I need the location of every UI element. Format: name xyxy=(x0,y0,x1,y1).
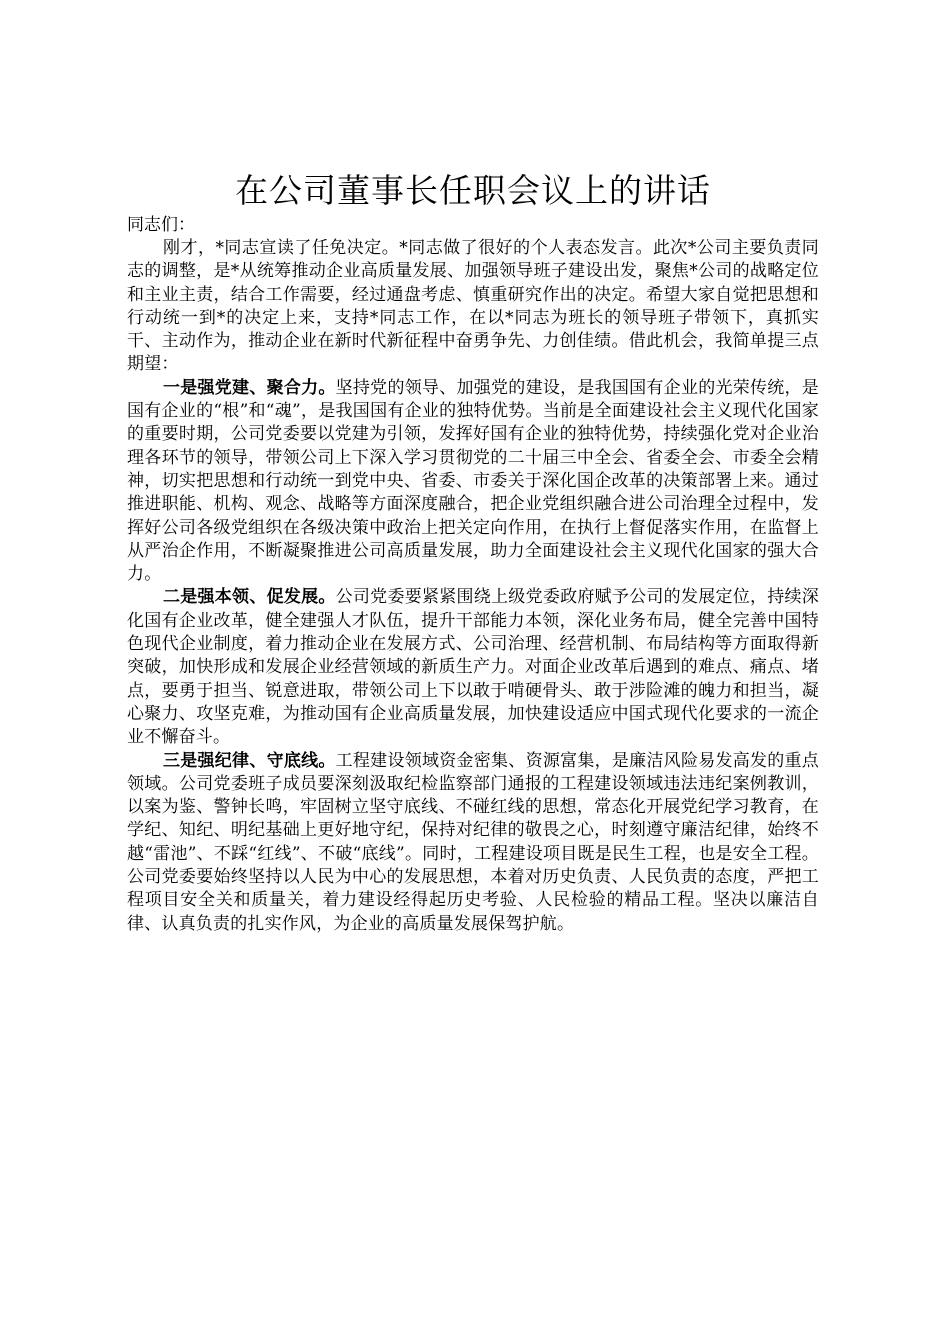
point-heading-3: 三是强纪律、守底线。 xyxy=(163,750,336,771)
point-heading-2: 二是强本领、促发展。 xyxy=(163,587,336,608)
point-body-2: 公司党委要紧紧围绕上级党委政府赋予公司的发展定位，持续深化国有企业改革，健全建强人才队伍，提升干部能力本领，深化业务布局，健全完善中国特色现代企业制度，着力推动企业在发展方式、公司治理、经营机制、布局结构等方面取得新突破，加快形成和发展企业经营领域的新质生产力。对面企业改革后遇到的难点、痛点、堵点，要勇于担当、锐意进取，带领公司上下以敢于啃硬骨头、敢于涉险滩的魄力和担当，凝心聚力、攻坚克难，为推动国有企业高质量发展，加快建设适应中国式现代化要求的一流企业不懈奋斗。 xyxy=(127,587,819,748)
point-body-3: 工程建设领域资金密集、资源富集，是廉洁风险易发高发的重点领域。公司党委班子成员要深刻汲取纪检监察部门通报的工程建设领域违法违纪案例教训，以案为鉴、警钟长鸣，牢固树立坚守底线、不碰红线的思想，常态化开展党纪学习教育，在学纪、知纪、明纪基础上更好地守纪，保持对纪律的敬畏之心，时刻遵守廉洁纪律，始终不越“雷池”、不踩“红线”、不破“底线”。同时，工程建设项目既是民生工程，也是安全工程。公司党委要始终坚持以人民为中心的发展思想，本着对历史负责、人民负责的态度，严把工程项目安全关和质量关，着力建设经得起历史考验、人民检验的精品工程。坚决以廉洁自律、认真负责的扎实作风，为企业的高质量发展保驾护航。 xyxy=(127,750,819,934)
point-paragraph-3 xyxy=(127,750,819,936)
point-heading-1: 一是强党建、聚合力。 xyxy=(163,377,336,398)
document-title: 在公司董事长任职会议上的讲话 xyxy=(235,171,711,210)
salutation: 同志们： xyxy=(127,215,195,235)
intro-paragraph: 刚才，*同志宣读了任免决定。*同志做了很好的个人表态发言。此次*公司主要负责同志的调整，是*从统筹推动企业高质量发展、加强领导班子建设出发，聚焦*公司的战略定位和主业主责，结合工作需要，经过通盘考虑、慎重研究作出的决定。希望大家自觉把思想和行动统一到*的决定上来，支持*同志工作，在以*同志为班长的领导班子带领下，真抓实干、主动作为，推动企业在新时代新征程中奋勇争先、力创佳绩。借此机会，我简单提三点期望： xyxy=(127,238,819,375)
point-body-1: 坚持党的领导、加强党的建设，是我国国有企业的光荣传统，是国有企业的“根”和“魂”，是我国国有企业的独特优势。当前是全面建设社会主义现代化国家的重要时期，公司党委要以党建为引领，发挥好国有企业的独特优势，持续强化党对企业治理各环节的领导，带领公司上下深入学习贯彻党的二十届三中全会、省委全会、市委全会精神，切实把思想和行动统一到党中央、省委、市委关于深化国企改革的决策部署上来。通过推进职能、机构、观念、战略等方面深度融合，把企业党组织融合进公司治理全过程中，发挥好公司各级党组织在各级决策中政治上把关定向作用，在执行上督促落实作用，在监督上从严治企作用，不断凝聚推进公司高质量发展，助力全面建设社会主义现代化国家的强大合力。 xyxy=(127,377,819,585)
point-paragraph-2 xyxy=(127,586,819,749)
point-paragraph-1 xyxy=(127,377,819,587)
document-page xyxy=(127,168,819,936)
